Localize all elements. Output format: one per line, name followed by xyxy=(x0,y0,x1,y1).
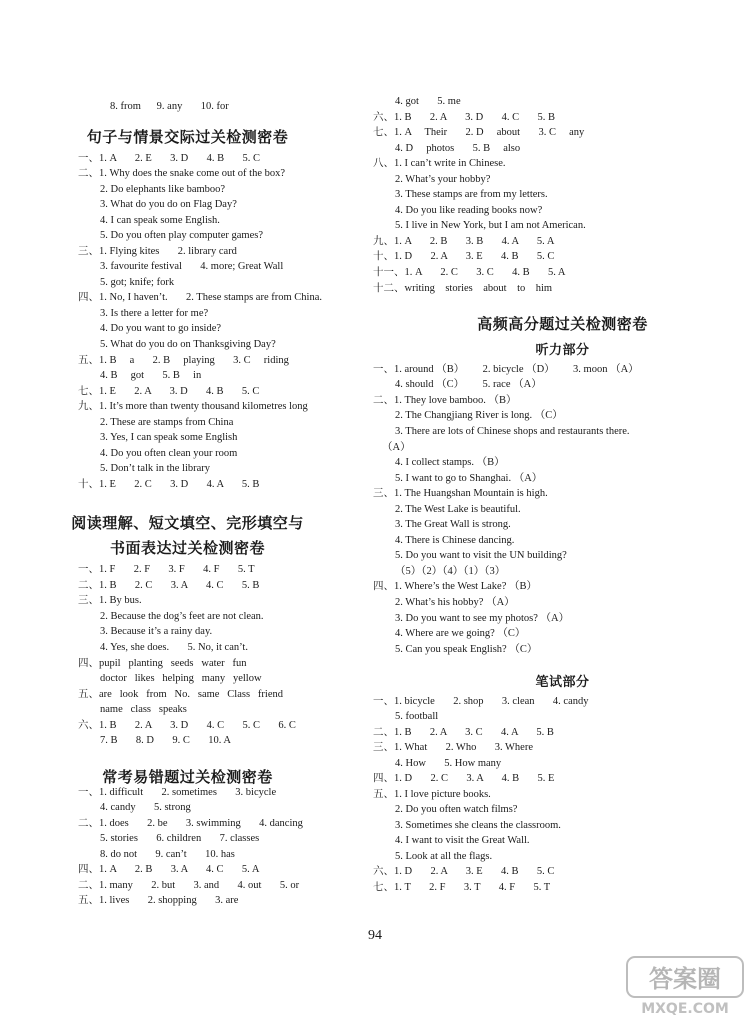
answer-line: 3. These stamps are from my letters. xyxy=(395,189,548,200)
answer-line: 2. These are stamps from China xyxy=(100,417,234,428)
answer-line: doctor likes helping many yellow xyxy=(100,673,262,684)
answer-line: 六、1. B 2. A 3. D 4. C 5. B xyxy=(373,112,556,123)
answer-line: 2. What’s your hobby? xyxy=(395,174,491,185)
answer-line: name class speaks xyxy=(100,704,187,715)
answer-line: 七、1. A Their 2. D about 3. C any xyxy=(373,127,585,138)
answer-line: 5. Don’t talk in the library xyxy=(100,463,211,474)
answer-line: 3. Is there a letter for me? xyxy=(100,308,209,319)
answer-line: 四、1. A 2. B 3. A 4. C 5. A xyxy=(78,864,260,875)
answer-line: 3. The Great Wall is strong. xyxy=(395,519,511,530)
answer-line: 2. Do elephants like bamboo? xyxy=(100,184,226,195)
answer-line: 4. Do you like reading books now? xyxy=(395,205,543,216)
page-number: 94 xyxy=(368,928,382,943)
answer-line: 十二、writing stories about to him xyxy=(373,283,553,294)
svg-text:答案圈: 答案圈 xyxy=(649,965,721,993)
answer-line: 4. D photos 5. B also xyxy=(395,143,521,154)
answer-line: 六、1. B 2. A 3. D 4. C 5. C 6. C xyxy=(78,720,296,731)
section-title: 高频高分题过关检测密卷 xyxy=(477,315,648,333)
answer-line: 一、1. difficult 2. sometimes 3. bicycle xyxy=(78,787,277,798)
answer-line: 5. stories 6. children 7. classes xyxy=(100,833,260,844)
answer-line: 二、1. They love bamboo. （B） xyxy=(373,395,517,406)
answer-line: 3. favourite festival 4. more; Great Wall xyxy=(100,261,284,272)
section-title: 阅读理解、短文填空、完形填空与 xyxy=(71,514,304,532)
answer-line: 5. Do you often play computer games? xyxy=(100,230,263,241)
answer-line: 三、1. Flying kites 2. library card xyxy=(78,246,237,257)
svg-text:MXQE.COM: MXQE.COM xyxy=(641,1001,729,1017)
answer-line: 3. There are lots of Chinese shops and restaurants there. xyxy=(395,426,630,437)
answer-line: 4. should （C） 5. race （A） xyxy=(395,379,542,390)
answer-line: 二、1. B 2. C 3. A 4. C 5. B xyxy=(78,580,260,591)
answer-line: 5. football xyxy=(395,711,439,722)
answer-line: 四、1. D 2. C 3. A 4. B 5. E xyxy=(373,773,555,784)
answer-line: 5. Look at all the flags. xyxy=(395,851,493,862)
answer-line: 4. Do you often clean your room xyxy=(100,448,238,459)
answer-line: 5. I want to go to Shanghai. （A） xyxy=(395,473,543,484)
answer-line: 5. What do you do on Thanksgiving Day? xyxy=(100,339,276,350)
answer-line: 5. got; knife; fork xyxy=(100,277,175,288)
answer-line: 十、1. D 2. A 3. E 4. B 5. C xyxy=(373,251,555,262)
section-title: 书面表达过关检测密卷 xyxy=(109,539,265,557)
answer-line: 五、are look from No. same Class friend xyxy=(78,689,284,700)
answer-line: 六、1. D 2. A 3. E 4. B 5. C xyxy=(373,866,555,877)
answer-line: 五、1. B a 2. B playing 3. C riding xyxy=(78,355,289,366)
answer-line: 3. Because it’s a rainy day. xyxy=(100,626,213,637)
answer-line: 一、1. A 2. E 3. D 4. B 5. C xyxy=(78,153,261,164)
answer-line: 3. Do you want to see my photos? （A） xyxy=(395,613,570,624)
answer-line: 5. Do you want to visit the UN building? xyxy=(395,550,567,561)
answer-line: 3. Sometimes she cleans the classroom. xyxy=(395,820,561,831)
answer-line: 4. Do you want to go inside? xyxy=(100,323,222,334)
answer-line: 8. from 9. any 10. for xyxy=(110,101,229,112)
answer-line: 4. candy 5. strong xyxy=(100,802,191,813)
answer-line: 4. got 5. me xyxy=(395,96,461,107)
answer-line: 九、1. A 2. B 3. B 4. A 5. A xyxy=(373,236,555,247)
subsection-title: 笔试部分 xyxy=(535,675,590,690)
answer-line: 二、1. B 2. A 3. C 4. A 5. B xyxy=(373,727,554,738)
answer-line: 二、1. does 2. be 3. swimming 4. dancing xyxy=(78,818,303,829)
answer-line: 3. Yes, I can speak some English xyxy=(100,432,238,443)
answer-line: 一、1. bicycle 2. shop 3. clean 4. candy xyxy=(373,696,589,707)
answer-line: 一、1. F 2. F 3. F 4. F 5. T xyxy=(78,564,255,575)
subsection-title: 听力部分 xyxy=(535,343,590,358)
answer-line: 四、pupil planting seeds water fun xyxy=(78,658,247,669)
answer-line: 三、1. What 2. Who 3. Where xyxy=(373,742,533,753)
section-title: 句子与情景交际过关检测密卷 xyxy=(86,128,289,146)
answer-line: 八、1. I can’t write in Chinese. xyxy=(373,158,506,169)
answer-line: 三、1. By bus. xyxy=(78,595,142,606)
answer-line: 5. Can you speak English? （C） xyxy=(395,644,538,655)
answer-line: 五、1. lives 2. shopping 3. are xyxy=(78,895,239,906)
answer-line: 二、1. many 2. but 3. and 4. out 5. or xyxy=(78,880,300,891)
answer-line: 2. What’s his hobby? （A） xyxy=(395,597,515,608)
answer-line: 十、1. E 2. C 3. D 4. A 5. B xyxy=(78,479,260,490)
answer-line: 四、1. No, I haven’t. 2. These stamps are from China. xyxy=(78,292,322,303)
answer-line: 九、1. It’s more than twenty thousand kilometres long xyxy=(78,401,308,412)
answer-line: 3. What do you do on Flag Day? xyxy=(100,199,237,210)
answer-line: 七、1. E 2. A 3. D 4. B 5. C xyxy=(78,386,260,397)
answer-line: 一、1. around （B） 2. bicycle （D） 3. moon （A） xyxy=(373,364,639,375)
answer-line: 4. There is Chinese dancing. xyxy=(395,535,515,546)
answer-line: 五、1. I love picture books. xyxy=(373,789,491,800)
answer-line: 4. I can speak some English. xyxy=(100,215,220,226)
section-title: 常考易错题过关检测密卷 xyxy=(102,768,273,786)
answer-line: 二、1. Why does the snake come out of the box? xyxy=(78,168,286,179)
answer-line: 5. I live in New York, but I am not American. xyxy=(395,220,586,231)
answer-line: 4. Yes, she does. 5. No, it can’t. xyxy=(100,642,248,653)
answer-line: 2. The Changjiang River is long. （C） xyxy=(395,410,563,421)
answer-line: （5）（2）（4）（1）（3） xyxy=(395,566,506,577)
answer-line: 4. B got 5. B in xyxy=(100,370,202,381)
answer-line: 三、1. The Huangshan Mountain is high. xyxy=(373,488,548,499)
answer-line: 7. B 8. D 9. C 10. A xyxy=(100,735,231,746)
answer-line: 2. Because the dog’s feet are not clean. xyxy=(100,611,264,622)
answer-line: 4. I collect stamps. （B） xyxy=(395,457,505,468)
answer-line: 十一、1. A 2. C 3. C 4. B 5. A xyxy=(373,267,566,278)
answer-line: 四、1. Where’s the West Lake? （B） xyxy=(373,581,538,592)
answer-line: 2. The West Lake is beautiful. xyxy=(395,504,521,515)
answer-line: （A） xyxy=(382,442,411,453)
answer-line: 4. I want to visit the Great Wall. xyxy=(395,835,530,846)
answer-line: 2. Do you often watch films? xyxy=(395,804,518,815)
answer-line: 4. How 5. How many xyxy=(395,758,502,769)
answer-line: 七、1. T 2. F 3. T 4. F 5. T xyxy=(373,882,551,893)
watermark-logo xyxy=(625,955,745,1017)
answer-line: 4. Where are we going? （C） xyxy=(395,628,526,639)
answer-line: 8. do not 9. can’t 10. has xyxy=(100,849,235,860)
